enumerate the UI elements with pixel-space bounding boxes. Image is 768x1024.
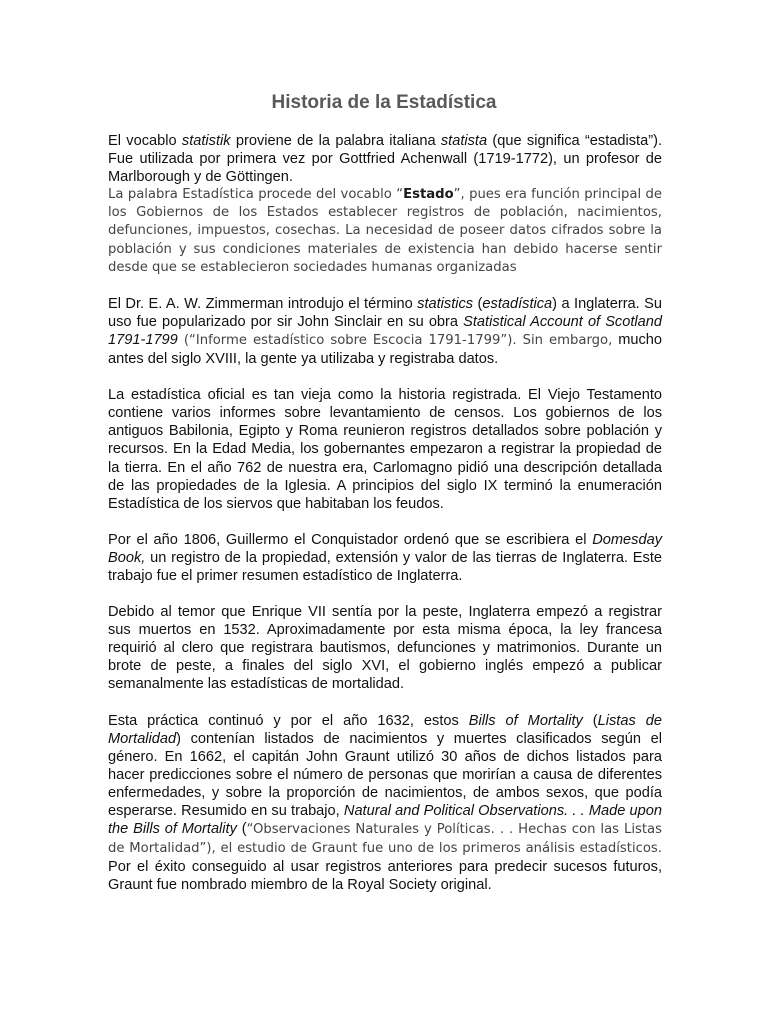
paragraph-3 <box>108 295 662 368</box>
text-span: Statistical Account of Scotland 1791-1799 <box>108 313 662 348</box>
document-body <box>108 132 662 912</box>
text-span: Por el año 1806, Guillermo el Conquistador ordenó que se escribiera el <box>108 531 593 548</box>
text-span: proviene de la palabra italiana <box>230 133 441 149</box>
text-span: El Dr. E. A. W. Zimmerman introdujo el término <box>108 295 418 312</box>
text-span: ( <box>236 821 247 838</box>
paragraph-1 <box>108 132 662 186</box>
text-span: mucho antes del siglo XVIII, la gente ya utilizaba y registraba datos. <box>108 331 662 368</box>
text-span: Esta práctica continuó y por el año 1632, estos <box>108 712 469 729</box>
text-span: ( <box>582 712 598 729</box>
paragraph-7 <box>108 712 662 895</box>
text-span: un registro de la propiedad, extensión y valor de las tierras de Inglaterra. Este trabajo fue el primer resumen estadístico de Inglaterra. <box>108 549 662 584</box>
paragraph-5 <box>108 531 662 585</box>
text-span: Domesday Book, <box>108 531 662 566</box>
paragraph-6: Debido al temor que Enrique VII sentía por la peste, Inglaterra empezó a registrar sus muertos en 1532. Aproximadamente por esta misma época, la ley francesa requirió al clero que registrara bautismos, defunciones y matrimonios. Durante un brote de peste, a finales del siglo XVI, el gobierno inglés empezó a publicar semanalmente las estadísticas de mortalidad. <box>108 604 662 693</box>
text-span: statistik <box>181 133 231 149</box>
text-span: El vocablo <box>108 133 182 149</box>
text-span: (que significa “estadista”). Fue utilizada por primera vez por Gottfried Achenwall (1719-1772), un profesor de Marlborough y de Göttingen. <box>108 133 662 186</box>
text-span: “Observaciones Naturales y Políticas. . . Hechas con las Listas de Mortalidad”), el estudio de Graunt fue uno de los primeros análisis estadísticos. <box>108 822 663 857</box>
text-span: ”, pues era función principal de los Gobiernos de los Estados establecer registros de población, nacimientos, defunciones, impuestos, cosechas. La necesidad de poseer datos cifrados sobre la población y sus condiciones materiales de existencia han debido hacerse sentir desde que se establecieron sociedades humanas organizadas <box>108 187 663 275</box>
text-span: Bills of Mortality <box>468 712 583 729</box>
text-span: ) a Inglaterra. Su uso fue popularizado por sir John Sinclair en su obra <box>108 295 663 330</box>
text-span: Por el éxito conseguido al usar registros anteriores para predecir sucesos futuros, Graunt fue nombrado miembro de la Royal Society original. <box>108 859 662 894</box>
text-span: (“Informe estadístico sobre Escocia 1791-1799”). Sin embargo, <box>177 332 613 348</box>
text-span: estadística <box>482 295 553 312</box>
text-span: ( <box>473 295 483 312</box>
page-title: Historia de la Estadística <box>271 92 497 113</box>
text-span: Listas de Mortalidad <box>108 712 662 747</box>
paragraph-4: La estadística oficial es tan vieja como la historia registrada. El Viejo Testamento contiene varios informes sobre levantamiento de censos. Los gobiernos de los antiguos Babilonia, Egipto y Roma reunieron registros detallados sobre población y recursos. En la Edad Media, los gobernantes empezaron a registrar la propiedad de la tierra. En el año 762 de nuestra era, Carlomagno pidió una descripción detallada de las propiedades de la Iglesia. A principios del siglo IX terminó la enumeración Estadística de los siervos que habitaban los feudos. <box>108 387 662 512</box>
text-span: Estado <box>403 187 454 203</box>
paragraph-2 <box>108 186 662 276</box>
text-span: La palabra Estadística procede del vocablo “ <box>108 187 404 203</box>
text-span: statista <box>440 133 488 149</box>
text-span: statistics <box>417 295 474 312</box>
text-span: ) contenían listados de nacimientos y muertes clasificados según el género. En 1662, el capitán John Graunt utilizó 30 años de dichos listados para hacer predicciones sobre el número de personas que morirían a causa de diferentes enfermedades, y sobre la proporción de nacimientos, de ambos sexos, que podía esperarse. Resumido en su trabajo, <box>108 730 662 819</box>
text-span: Natural and Political Observations. . . Made upon the Bills of Mortality <box>108 803 662 838</box>
